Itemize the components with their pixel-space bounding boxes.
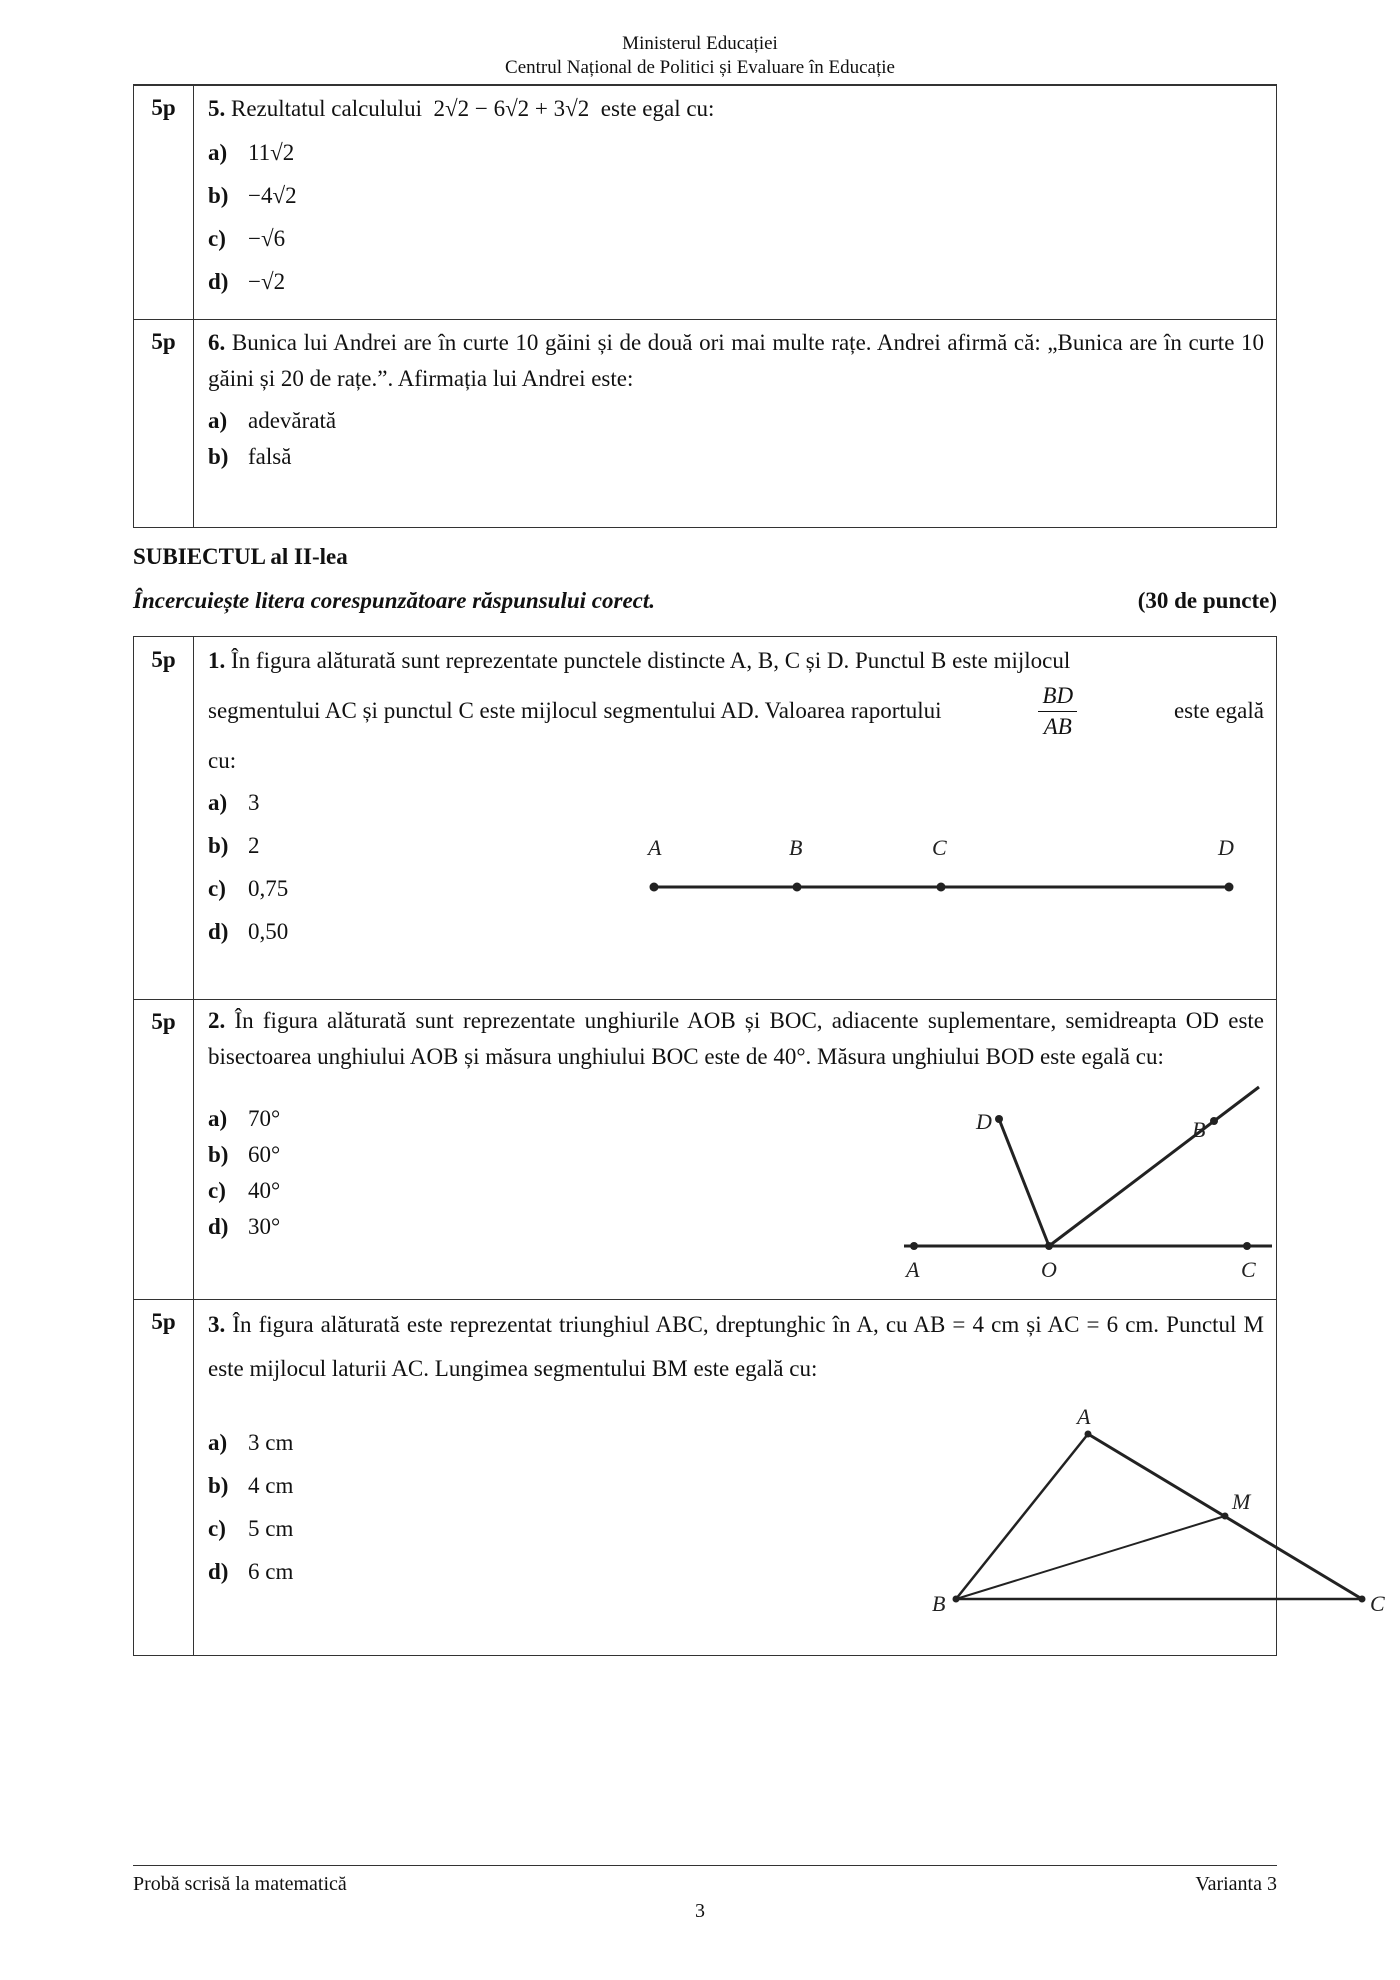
label-a: A bbox=[1077, 1404, 1091, 1429]
triangle-figure bbox=[774, 1399, 1385, 1616]
question-text: 6. Bunica lui Andrei are în curte 10 găini și de două ori mai multe rațe. Andrei afirmă că: „Bunica are în curte 10 găini și 20 de rațe.”. Afirmația lui Andrei este: bbox=[208, 330, 1265, 391]
point-d bbox=[1225, 883, 1234, 892]
label-c: C bbox=[1241, 1257, 1256, 1282]
label-d: D bbox=[976, 1109, 992, 1134]
point-c bbox=[1359, 1596, 1366, 1603]
question-text-after: este egal cu: bbox=[600, 96, 715, 121]
question-6 bbox=[134, 319, 1276, 527]
point-a bbox=[1085, 1431, 1092, 1438]
option-d[interactable]: d) 6 cm bbox=[208, 1558, 294, 1584]
points-label: 5p bbox=[134, 85, 194, 319]
points-label: 5p bbox=[134, 637, 194, 999]
fraction-bd-ab: $\frac{BD}{AB}$ bbox=[1038, 681, 1077, 742]
option-d[interactable]: d) 0,50 bbox=[208, 918, 289, 944]
option-b[interactable]: b) −4√2 bbox=[208, 182, 297, 208]
question-2 bbox=[134, 999, 1276, 1299]
question-5 bbox=[134, 85, 1276, 319]
page-number: 3 bbox=[695, 1900, 705, 1922]
section-points: (30 de puncte) bbox=[1137, 588, 1277, 613]
point-c bbox=[1243, 1242, 1251, 1250]
points-label: 5p bbox=[134, 999, 194, 1299]
option-a[interactable]: a) 11√2 bbox=[208, 139, 295, 165]
question-text: 2. În figura alăturată sunt reprezentate unghiurile AOB și BOC, adiacente suplementare, semidreapta OD este bisectoarea unghiului AOB și măsura unghiului BOC este de 40°. Măsura unghiului BOD este egală cu: bbox=[208, 1008, 1265, 1069]
math-expression: 2√2 − 6√2 + 3√2 bbox=[433, 96, 590, 121]
question-text bbox=[208, 91, 1264, 127]
header-ministry: Ministerul Educației bbox=[622, 33, 778, 54]
question-text-line3: cu: bbox=[208, 748, 237, 773]
option-a[interactable]: a) 3 cm bbox=[208, 1429, 294, 1455]
option-c[interactable]: c) 0,75 bbox=[208, 875, 289, 901]
angle-figure bbox=[904, 1099, 1274, 1289]
option-c[interactable]: c) 5 cm bbox=[208, 1515, 294, 1541]
option-b[interactable]: b) 2 bbox=[208, 832, 260, 858]
point-b bbox=[793, 883, 802, 892]
segment-bm bbox=[956, 1516, 1225, 1599]
option-d[interactable]: d) −√2 bbox=[208, 268, 286, 294]
part2-table bbox=[133, 636, 1385, 1656]
page-header bbox=[0, 32, 1400, 80]
ray-od bbox=[999, 1119, 1049, 1246]
label-b: B bbox=[1192, 1117, 1206, 1142]
question-number: 1. bbox=[208, 648, 226, 673]
question-text-line1: 1. În figura alăturată sunt reprezentate punctele distincte A, B, C și D. Punctul B este mijlocul bbox=[208, 648, 1071, 673]
option-b[interactable]: b) 4 cm bbox=[208, 1472, 294, 1498]
label-m: M bbox=[1232, 1489, 1251, 1514]
footer-variant: Varianta 3 bbox=[1195, 1873, 1277, 1895]
point-c bbox=[937, 883, 946, 892]
point-d bbox=[995, 1115, 1003, 1123]
label-a: A bbox=[648, 835, 662, 860]
part1-table bbox=[133, 84, 1277, 528]
ray-ob bbox=[1049, 1087, 1259, 1246]
label-c: C bbox=[932, 835, 947, 860]
question-text: 3. În figura alăturată este reprezentat triunghiul ABC, dreptunghic în A, cu AB = 4 cm și AC = 6 cm. Punctul M este mijlocul laturii AC. Lungimea segmentului BM este egală cu: bbox=[208, 1312, 1264, 1381]
label-c: C bbox=[1370, 1591, 1385, 1616]
point-a bbox=[910, 1242, 918, 1250]
point-m bbox=[1222, 1513, 1229, 1520]
option-b[interactable]: b) 60° bbox=[208, 1142, 281, 1167]
question-number: 3. bbox=[208, 1312, 226, 1337]
footer-exam-name: Probă scrisă la matematică bbox=[133, 1873, 347, 1895]
option-a[interactable]: a) 70° bbox=[208, 1106, 281, 1131]
side-ab bbox=[956, 1434, 1088, 1599]
question-number: 2. bbox=[208, 1008, 226, 1033]
option-c[interactable]: c) 40° bbox=[208, 1178, 281, 1203]
segment-figure bbox=[634, 827, 1254, 907]
question-1 bbox=[134, 637, 1276, 999]
points-label: 5p bbox=[134, 1299, 194, 1655]
option-c[interactable]: c) −√6 bbox=[208, 225, 286, 251]
option-b[interactable]: b) falsă bbox=[208, 444, 292, 469]
option-a[interactable]: a) adevărată bbox=[208, 408, 337, 433]
point-b bbox=[1210, 1117, 1218, 1125]
question-3 bbox=[134, 1299, 1385, 1655]
question-number: 5. bbox=[208, 96, 226, 121]
points-label: 5p bbox=[134, 319, 194, 527]
label-d: D bbox=[1218, 835, 1234, 860]
label-o: O bbox=[1041, 1257, 1057, 1282]
question-text-before: Rezultatul calculului bbox=[231, 96, 422, 121]
point-a bbox=[650, 883, 659, 892]
option-d[interactable]: d) 30° bbox=[208, 1214, 281, 1239]
section-title: SUBIECTUL al II-lea bbox=[133, 544, 348, 569]
question-number: 6. bbox=[208, 330, 226, 355]
point-o bbox=[1045, 1242, 1053, 1250]
label-a: A bbox=[906, 1257, 920, 1282]
section-instruction: Încercuiește litera corespunzătoare răspunsului corect. bbox=[133, 588, 656, 613]
footer-rule bbox=[133, 1865, 1277, 1866]
label-b: B bbox=[932, 1591, 946, 1616]
section-instruction-row bbox=[133, 588, 1277, 614]
label-b: B bbox=[789, 835, 803, 860]
option-a[interactable]: a) 3 bbox=[208, 789, 260, 815]
header-center: Centrul Național de Politici și Evaluare în Educație bbox=[505, 57, 895, 78]
point-b bbox=[953, 1596, 960, 1603]
question-text-line2: segmentului AC și punctul C este mijlocul segmentului AD. Valoarea raportului $\frac{BD}{AB}$ este egală bbox=[208, 679, 1264, 743]
